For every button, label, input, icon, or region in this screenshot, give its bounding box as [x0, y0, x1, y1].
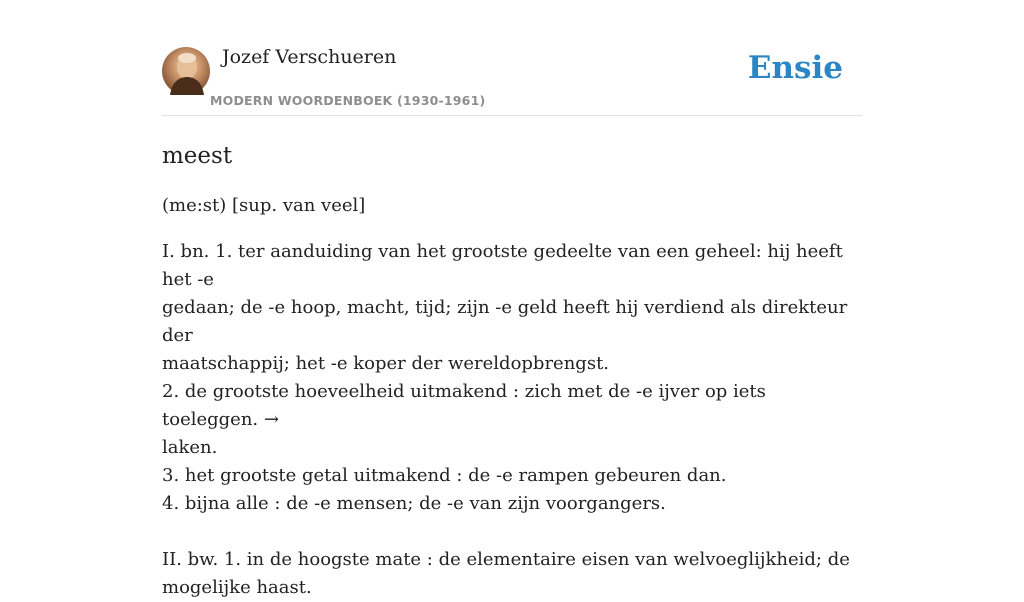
- definition-line: I. bn. 1. ter aanduiding van het grootste gedeelte van een geheel: hij heeft het -e: [162, 241, 843, 290]
- headword: meest: [162, 143, 233, 169]
- definition-line: 3. het grootste getal uitmakend : de -e rampen gebeuren dan.: [162, 465, 727, 486]
- definition-line: mogelijke haast.: [162, 577, 312, 598]
- definition-line: laken.: [162, 437, 218, 458]
- page: [162, 0, 862, 602]
- definition-line: [162, 518, 862, 546]
- author-avatar[interactable]: [162, 47, 210, 95]
- author-name[interactable]: Jozef Verschueren: [222, 46, 397, 68]
- header: [162, 0, 862, 116]
- definition-line: gedaan; de -e hoop, macht, tijd; zijn -e geld heeft hij verdiend als direkteur der: [162, 297, 848, 346]
- definition-line: 4. bijna alle : de -e mensen; de -e van zijn voorgangers.: [162, 493, 666, 514]
- definition-line: maatschappij; het -e koper der wereldopbrengst.: [162, 353, 610, 374]
- portrait-icon: [162, 47, 210, 95]
- definition-line: 2. de grootste hoeveelheid uitmakend : zich met de -e ijver op iets toeleggen. →: [162, 381, 766, 430]
- definition-line: II. bw. 1. in de hoogste mate : de elementaire eisen van welvoeglijkheid; de: [162, 549, 850, 570]
- source-title[interactable]: MODERN WOORDENBOEK (1930-1961): [210, 93, 486, 108]
- brand-logo[interactable]: Ensie: [747, 50, 843, 86]
- pronunciation: (me:st) [sup. van veel]: [162, 195, 366, 216]
- definition-text: [162, 238, 862, 602]
